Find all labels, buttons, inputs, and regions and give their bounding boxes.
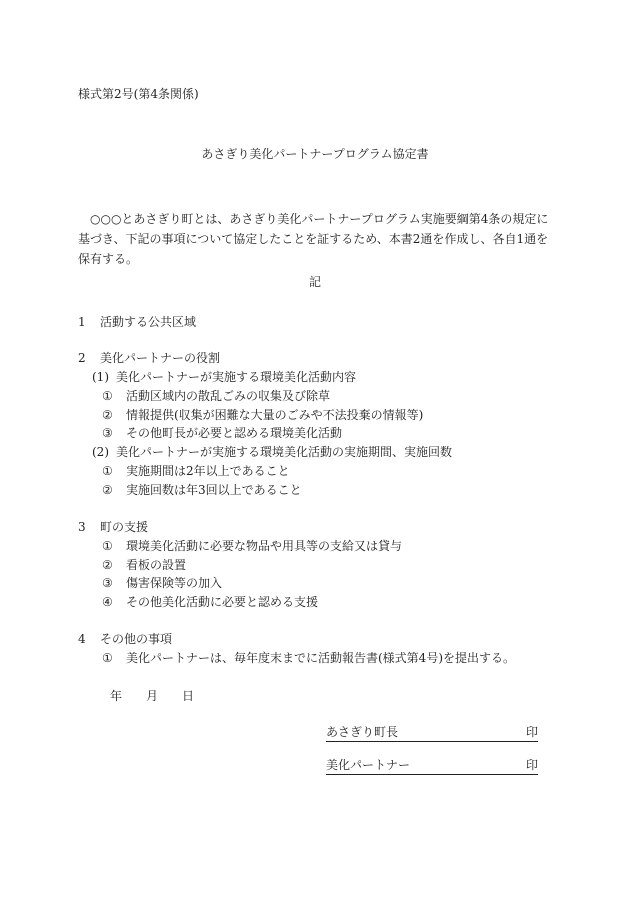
item-text: 活動区域内の散乱ごみの収集及び除草	[126, 389, 331, 403]
list-item	[102, 557, 186, 573]
subsection-label: 美化パートナーが実施する環境美化活動内容	[116, 370, 357, 384]
section-4-heading	[78, 631, 172, 647]
item-text: その他町長が必要と認める環境美化活動	[126, 426, 343, 440]
intro-paragraph: ○○○とあさぎり町とは、あさぎり美化パートナープログラム実施要綱第4条の規定に基づき、下記の事項について協定したことを証するため、本書2通を作成し、各自1通を保有する。	[78, 212, 549, 266]
section-number: 4	[78, 632, 86, 646]
item-number: ①	[102, 464, 113, 478]
list-item	[102, 650, 515, 666]
section-number: 1	[78, 315, 86, 329]
section-2-heading	[78, 350, 220, 366]
item-text: 看板の設置	[126, 558, 187, 572]
list-item	[102, 425, 342, 441]
section-number: 3	[78, 520, 86, 534]
item-number: ③	[102, 576, 113, 590]
item-text: 環境美化活動に必要な物品や用具等の支給又は貸与	[126, 539, 403, 553]
signature-line-mayor	[326, 723, 538, 742]
list-item	[102, 594, 318, 610]
item-number: ②	[102, 558, 113, 572]
day-label: 日	[182, 689, 195, 703]
section-label: 美化パートナーの役割	[100, 351, 221, 365]
item-number: ②	[102, 483, 113, 497]
subsection-label: 美化パートナーが実施する環境美化活動の実施期間、実施回数	[116, 445, 453, 459]
signature-line-partner	[326, 756, 538, 775]
section-1-heading	[78, 314, 196, 330]
month-label: 月	[146, 689, 159, 703]
subsection-number: (1)	[92, 370, 109, 384]
date-line	[110, 688, 194, 704]
item-number: ③	[102, 426, 113, 440]
section-label: 活動する公共区域	[100, 315, 197, 329]
seal-mark: 印	[525, 725, 538, 739]
section-label: その他の事項	[100, 632, 173, 646]
form-number: 様式第2号(第4条関係)	[78, 87, 199, 101]
signature-label: あさぎり町長	[326, 725, 399, 739]
item-text: その他美化活動に必要と認める支援	[126, 595, 319, 609]
section-label: 町の支援	[100, 520, 149, 534]
item-number: ①	[102, 389, 113, 403]
list-item	[102, 482, 302, 498]
list-item	[102, 388, 330, 404]
subsection-2-1	[92, 369, 356, 385]
item-text: 美化パートナーは、毎年度末までに活動報告書(様式第4号)を提出する。	[126, 651, 516, 665]
item-number: ②	[102, 408, 113, 422]
item-text: 傷害保険等の加入	[126, 576, 223, 590]
item-number: ①	[102, 539, 113, 553]
list-item	[102, 407, 423, 423]
seal-mark: 印	[525, 758, 538, 772]
item-text: 実施回数は年3回以上であること	[126, 483, 302, 497]
year-label: 年	[110, 689, 123, 703]
ki-heading: 記	[308, 275, 321, 289]
item-text: 実施期間は2年以上であること	[126, 464, 290, 478]
subsection-number: (2)	[92, 445, 109, 459]
list-item	[102, 463, 290, 479]
subsection-2-2	[92, 444, 452, 460]
list-item	[102, 575, 222, 591]
item-text: 情報提供(収集が困難な大量のごみや不法投棄の情報等)	[126, 408, 424, 422]
signature-label: 美化パートナー	[326, 758, 411, 772]
document-title: あさぎり美化パートナープログラム協定書	[201, 147, 429, 161]
section-3-heading	[78, 519, 148, 535]
item-number: ④	[102, 595, 113, 609]
item-number: ①	[102, 651, 113, 665]
section-number: 2	[78, 351, 86, 365]
list-item	[102, 538, 402, 554]
